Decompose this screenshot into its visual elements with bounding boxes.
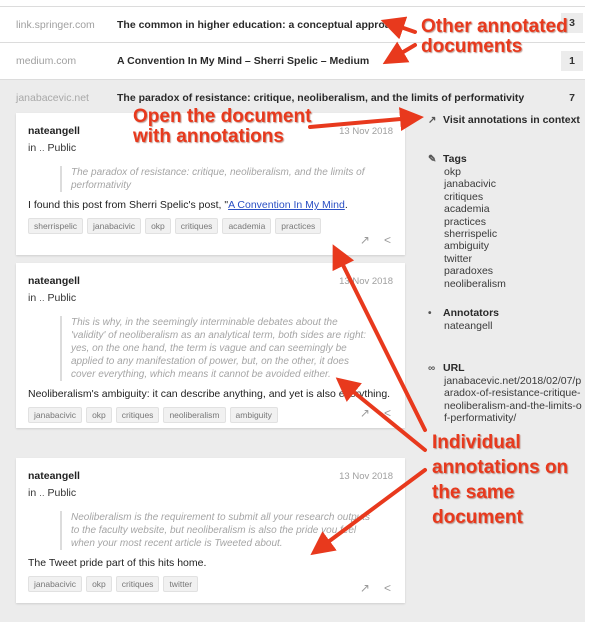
tag-list [28, 407, 393, 423]
tag[interactable]: okp [86, 576, 112, 592]
annotation-quote: The paradox of resistance: critique, neoliberalism, and the limits of performativity [60, 166, 393, 192]
tag-item[interactable]: critiques [444, 190, 484, 203]
annotation-group [28, 292, 393, 304]
tag[interactable]: critiques [175, 218, 219, 234]
callout-line: document [432, 507, 523, 528]
document-url[interactable]: janabacevic.net/2018/02/07/paradox-of-resistance-critique-neoliberalism-and-the-limits-of-performativity/ [444, 375, 582, 425]
external-link-icon: ↗ [428, 114, 437, 126]
annotators-title: Annotators [443, 307, 499, 319]
tag[interactable]: ambiguity [230, 407, 278, 423]
tag[interactable]: okp [145, 218, 171, 234]
annotator-item[interactable]: nateangell [444, 320, 493, 332]
tag-icon: ✎ [428, 153, 437, 165]
annotation-date[interactable]: 13 Nov 2018 [339, 276, 393, 287]
tag[interactable]: twitter [163, 576, 198, 592]
tag-list [28, 576, 393, 592]
annotation-body: The Tweet pride part of this hits home. [28, 557, 207, 569]
tag[interactable]: critiques [116, 576, 160, 592]
callout-line: Individual [432, 432, 521, 453]
group-name[interactable]: Public [47, 487, 77, 499]
tag-item[interactable]: janabacivic [444, 178, 496, 191]
share-icon[interactable]: < [383, 233, 391, 247]
annotation-date[interactable]: 13 Nov 2018 [339, 471, 393, 482]
tag[interactable]: academia [222, 218, 271, 234]
annotation-quote: This is why, in the seemingly interminable debates about the 'validity' of neoliberalism as an analytical term, both sides are right: yes, on the one hand, the term is vague and can seemingly be applied to any manifestation of power, but, on the other, it does cover everything, which means it cannot be avoided either. [60, 316, 393, 381]
person-icon: • [428, 307, 432, 319]
tag[interactable]: janabacivic [28, 407, 82, 423]
share-icon[interactable]: < [383, 581, 391, 595]
people-icon: ‥ [39, 293, 45, 303]
people-icon: ‥ [39, 143, 45, 153]
annotation-count-badge: 1 [561, 51, 583, 71]
tag[interactable]: janabacivic [28, 576, 82, 592]
tag[interactable]: practices [275, 218, 321, 234]
annotators-section [428, 307, 499, 332]
share-icon[interactable]: < [383, 406, 391, 420]
annotation-card [16, 263, 405, 428]
tag-item[interactable]: twitter [444, 252, 473, 265]
group-prefix: in [28, 292, 37, 304]
annotation-user[interactable]: nateangell [28, 470, 80, 482]
external-link-icon[interactable]: ↗ [359, 581, 370, 595]
annotation-body: Neoliberalism's ambiguity: it can describe anything, and yet is also everything. [28, 388, 391, 400]
document-domain: janabacevic.net [16, 92, 89, 104]
expanded-document-panel [0, 79, 585, 622]
document-title[interactable]: The paradox of resistance: critique, neoliberalism, and the limits of performativity [117, 92, 525, 104]
annotation-actions [360, 581, 391, 595]
annotation-group [28, 487, 393, 499]
body-text: . [344, 199, 348, 211]
url-title: URL [443, 362, 465, 374]
group-prefix: in [28, 487, 37, 499]
annotation-count-badge: 3 [561, 13, 583, 33]
callout-line: with annotations [133, 125, 284, 147]
callout-line: Other annotated [421, 16, 568, 37]
external-link-icon[interactable]: ↗ [359, 233, 370, 247]
visit-in-context-link[interactable] [428, 114, 580, 126]
tag[interactable]: neoliberalism [163, 407, 225, 423]
body-link[interactable]: A Convention In My Mind [228, 199, 345, 211]
tag[interactable]: okp [86, 407, 112, 423]
annotation-user[interactable]: nateangell [28, 125, 80, 137]
visit-label[interactable]: Visit annotations in context [443, 114, 580, 126]
callout-open-document [133, 107, 311, 147]
callout-line: the same [432, 482, 515, 503]
url-section [428, 362, 583, 425]
document-domain: medium.com [16, 54, 77, 67]
group-name[interactable]: Public [47, 292, 77, 304]
external-link-icon[interactable]: ↗ [359, 406, 370, 420]
tag[interactable]: janabacivic [87, 218, 141, 234]
tags-title: Tags [443, 153, 467, 165]
annotation-card [16, 458, 405, 603]
tag[interactable]: critiques [116, 407, 160, 423]
annotation-actions [360, 406, 391, 420]
tag-item[interactable]: sherrispelic [444, 228, 498, 241]
tag-list [28, 218, 393, 234]
people-icon: ‥ [39, 488, 45, 498]
tag-item[interactable]: ambiguity [444, 240, 489, 253]
annotation-count: 7 [569, 92, 575, 104]
document-title[interactable]: A Convention In My Mind – Sherri Spelic – Medium [117, 54, 370, 67]
tag-item[interactable]: paradoxes [444, 265, 494, 278]
tag-item[interactable]: academia [444, 203, 490, 216]
body-text: I found this post from Sherri Spelic's post, " [28, 199, 229, 211]
callout-line: documents [421, 35, 523, 57]
tag-item[interactable]: practices [444, 215, 487, 228]
annotation-body [28, 199, 393, 211]
callout-individual-annotations [432, 430, 568, 530]
callout-line: annotations on [432, 457, 569, 478]
annotation-quote: Neoliberalism is the requirement to submit all your research outputs to the faculty website, but neoliberalism is also the pride you feel when your most recent article is Tweeted about. [60, 511, 393, 550]
link-icon: ∞ [428, 362, 436, 374]
document-domain: link.springer.com [16, 18, 95, 31]
callout-line: Open the document [133, 106, 312, 127]
group-prefix: in [28, 142, 37, 154]
tag[interactable]: sherrispelic [28, 218, 83, 234]
tags-section [428, 153, 506, 290]
annotation-actions [360, 233, 391, 247]
annotation-user[interactable]: nateangell [28, 275, 80, 287]
group-name[interactable]: Public [47, 142, 77, 154]
tag-item[interactable]: okp [444, 166, 461, 178]
document-title[interactable]: The common in higher education: a conceptual approach [117, 18, 403, 31]
callout-other-documents [421, 17, 568, 57]
tag-item[interactable]: neoliberalism [444, 277, 506, 290]
annotation-date[interactable]: 13 Nov 2018 [339, 126, 393, 137]
